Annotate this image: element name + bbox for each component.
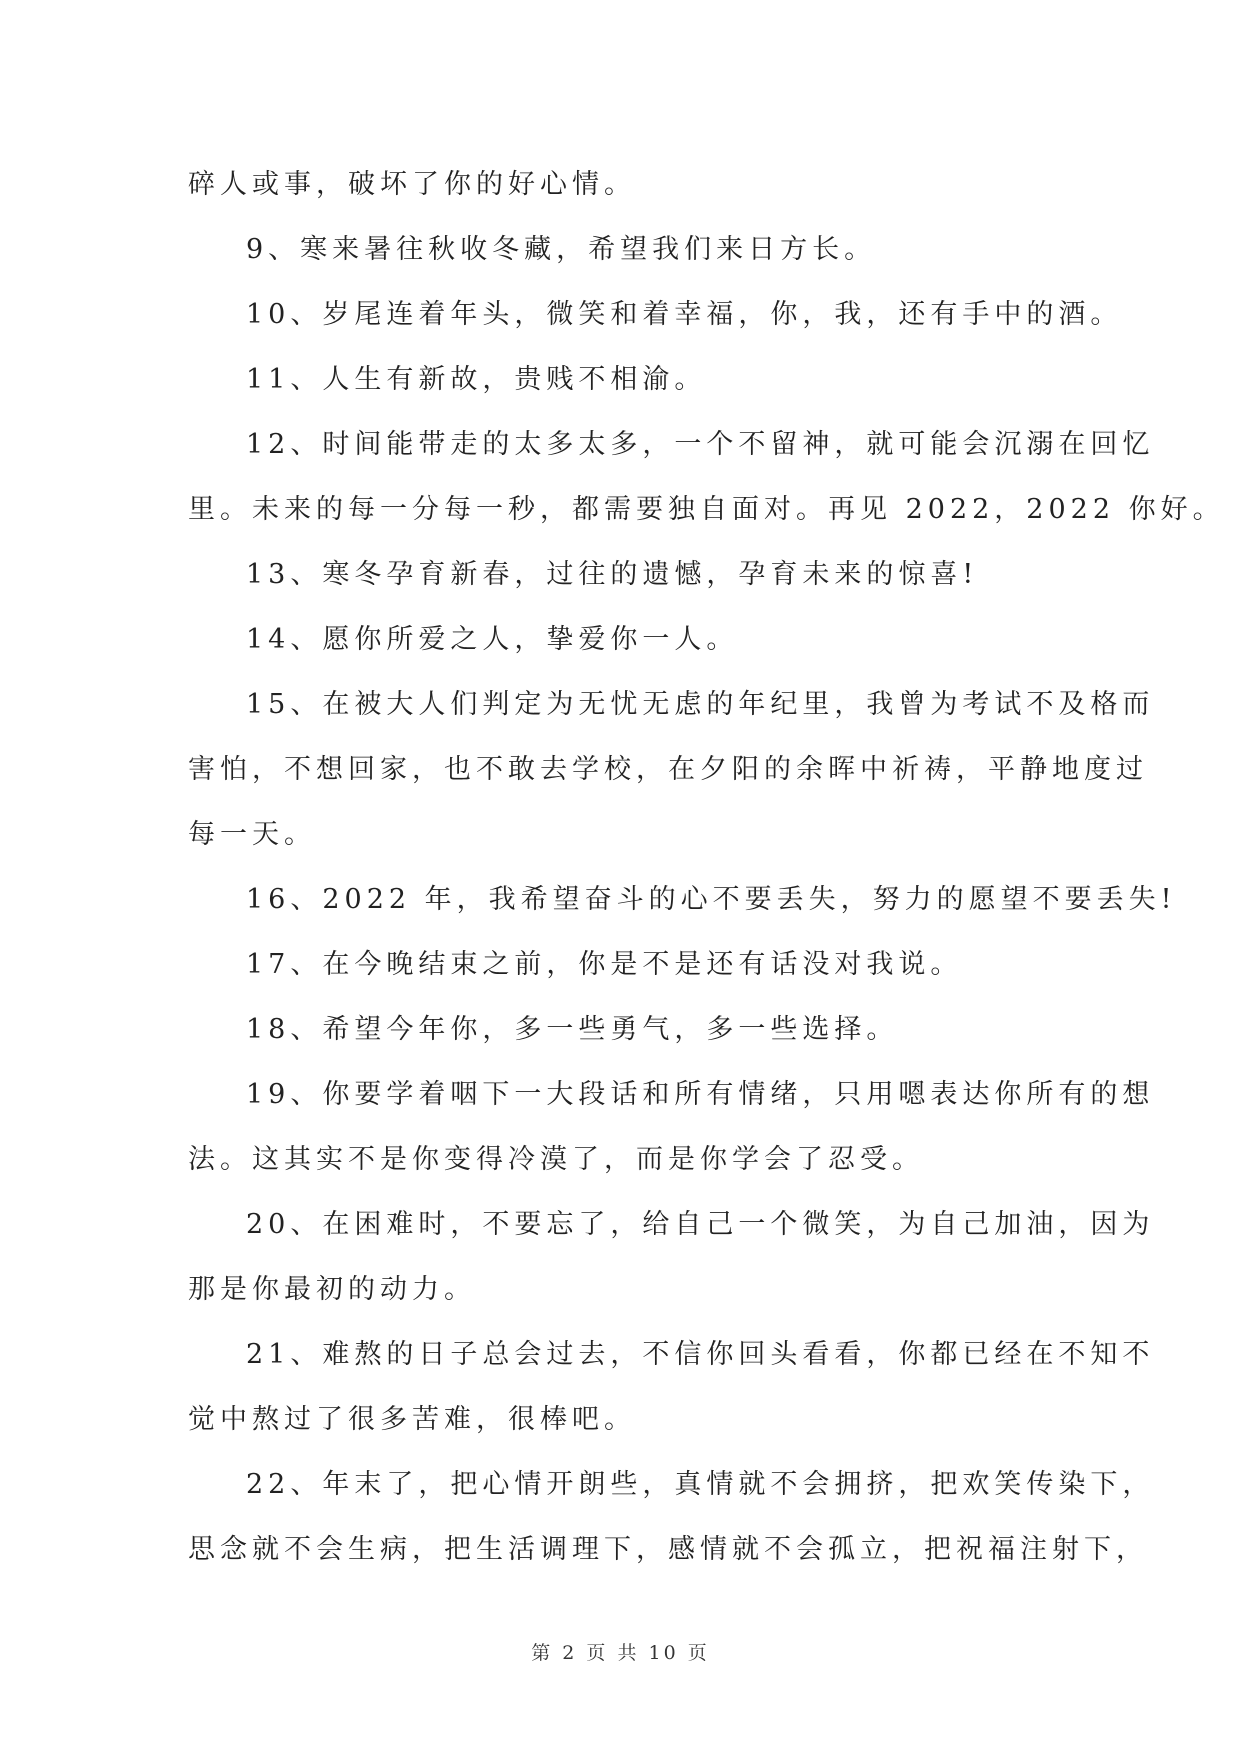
list-item-17: 17、在今晚结束之前，你是不是还有话没对我说。 [246, 949, 963, 980]
list-item-19: 19、你要学着咽下一大段话和所有情绪，只用嗯表达你所有的想 [246, 1079, 1155, 1110]
list-item-18: 18、希望今年你，多一些勇气，多一些选择。 [246, 1014, 899, 1045]
text-line-continuation: 碎人或事，破坏了你的好心情。 [188, 169, 636, 200]
list-item-22-continued: 思念就不会生病，把生活调理下，感情就不会孤立，把祝福注射下， [188, 1534, 1148, 1565]
list-item-20-continued: 那是你最初的动力。 [188, 1274, 476, 1305]
list-item-20: 20、在困难时，不要忘了，给自己一个微笑，为自己加油，因为 [246, 1209, 1155, 1240]
list-item-12: 12、时间能带走的太多太多，一个不留神，就可能会沉溺在回忆 [246, 429, 1155, 460]
list-item-15: 15、在被大人们判定为无忧无虑的年纪里，我曾为考试不及格而 [246, 689, 1155, 720]
list-item-10: 10、岁尾连着年头，微笑和着幸福，你，我，还有手中的酒。 [246, 299, 1123, 330]
list-item-21: 21、难熬的日子总会过去，不信你回头看看，你都已经在不知不 [246, 1339, 1155, 1370]
list-item-19-continued: 法。这其实不是你变得冷漠了，而是你学会了忍受。 [188, 1144, 924, 1175]
list-item-15-continued: 每一天。 [188, 819, 316, 850]
body-text [188, 152, 1225, 1582]
list-item-21-continued: 觉中熬过了很多苦难，很棒吧。 [188, 1404, 636, 1435]
list-item-9: 9、寒来暑往秋收冬藏，希望我们来日方长。 [246, 234, 877, 265]
list-item-11: 11、人生有新故，贵贱不相渝。 [246, 364, 707, 395]
list-item-12-continued: 里。未来的每一分每一秒，都需要独自面对。再见 2022，2022 你好。 [188, 494, 1225, 525]
list-item-22: 22、年末了，把心情开朗些，真情就不会拥挤，把欢笑传染下， [246, 1469, 1155, 1500]
list-item-14: 14、愿你所爱之人，挚爱你一人。 [246, 624, 739, 655]
page-footer [0, 1638, 1241, 1665]
list-item-16: 16、2022 年，我希望奋斗的心不要丢失，努力的愿望不要丢失! [246, 884, 1177, 915]
page-number-label: 第 2 页 共 10 页 [531, 1642, 710, 1664]
list-item-13: 13、寒冬孕育新春，过往的遗憾，孕育未来的惊喜! [246, 559, 979, 590]
list-item-15-continued: 害怕，不想回家，也不敢去学校，在夕阳的余晖中祈祷，平静地度过 [188, 754, 1148, 785]
